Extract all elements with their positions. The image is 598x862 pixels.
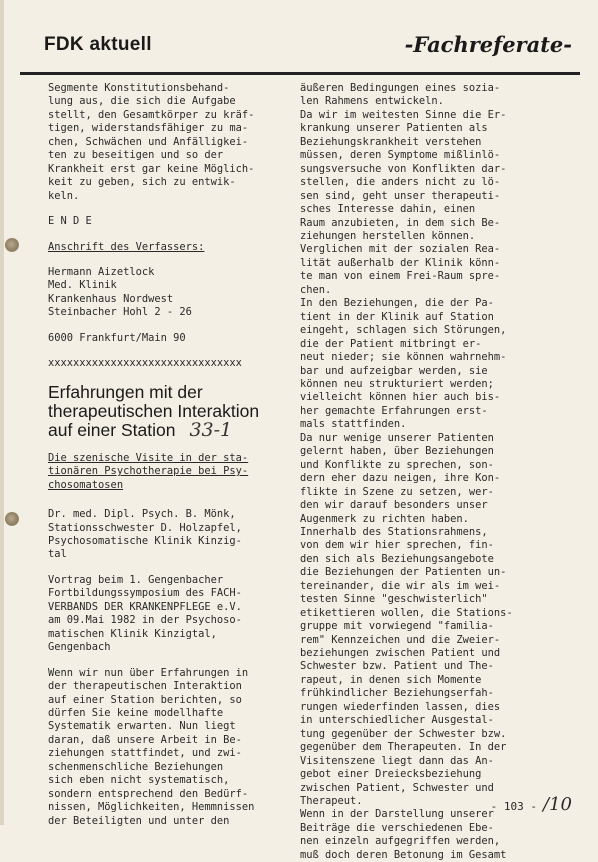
body-line: Beziehungskrankheit verstehen: [300, 135, 482, 148]
body-line: Innerhalb des Stationsrahmens,: [300, 525, 488, 538]
body-line: beziehungen zwischen Patient und: [300, 647, 501, 660]
body-line: Wenn wir nun über Erfahrungen in: [48, 666, 249, 679]
body-line: vielleicht können hier auch bis-: [300, 391, 501, 404]
body-line: Therapeut.: [300, 795, 363, 808]
body-line: äußeren Bedingungen eines sozia-: [300, 82, 501, 94]
body-line: len Rahmens entwickeln.: [300, 95, 444, 108]
body-line: rapeut, in denen sich Momente: [300, 673, 482, 686]
address-line: Med. Klinik: [48, 279, 117, 292]
text-line: Segmente Konstitutionsbehand-: [48, 82, 230, 94]
scan-edge: [0, 0, 4, 825]
body-line: muß doch deren Betonung im Gesamt: [300, 848, 507, 861]
body-line: krankung unserer Patienten als: [300, 122, 488, 135]
text-line: tigen, widerstandsfähiger zu ma-: [48, 122, 249, 135]
text-line: stellt, den Gesamtkörper zu kräf-: [48, 108, 255, 121]
lecture-note-line: matischen Klinik Kinzigtal,: [48, 627, 217, 640]
body-line: Raum anzubieten, in dem sich Be-: [300, 216, 501, 229]
body-line: sches Interesse dahin, einen: [300, 203, 476, 216]
author-line: Dr. med. Dipl. Psych. B. Mönk,: [48, 508, 236, 521]
body-line: der Beteiligten und unter den: [48, 814, 230, 827]
end-mark: E N D E: [48, 215, 92, 228]
text-line: ten zu beseitigen und so der: [48, 149, 224, 162]
body-line: gegenüber dem Therapeuten. In der: [300, 741, 507, 754]
address-city: 6000 Frankfurt/Main 90: [48, 331, 186, 344]
body-line: ziehungen herstellen können.: [300, 229, 476, 242]
body-line: daran, daß unsere Arbeit in Be-: [48, 733, 242, 746]
body-line: etikettieren wollen, die Stations-: [300, 606, 513, 619]
body-line: von dem wir hier sprechen, fin-: [300, 539, 494, 552]
body-line: Visitenszene liegt dann das An-: [300, 754, 494, 767]
article-title-line: Erfahrungen mit der: [48, 381, 203, 402]
body-line: den sich als Beziehungsangebote: [300, 552, 494, 565]
lecture-note-line: Fortbildungssymposium des FACH-: [48, 587, 242, 600]
body-line: der therapeutischen Interaktion: [48, 680, 242, 693]
body-line: mals stattfinden.: [300, 418, 407, 431]
section-title: -Fachreferate-: [404, 32, 572, 57]
address-line: Krankenhaus Nordwest: [48, 292, 174, 305]
subtitle-line: tionären Psychotherapie bei Psy-: [48, 465, 249, 478]
body-line: sich eben nicht systematisch,: [48, 774, 230, 787]
body-line: stellen, die anders nicht zu lö-: [300, 176, 501, 189]
body-line: sungsversuche von Konflikten dar-: [300, 162, 507, 175]
body-line: schenmenschliche Beziehungen: [48, 760, 224, 773]
article-title-text: auf einer Station: [48, 419, 176, 440]
punch-hole-middle: [5, 512, 19, 526]
body-line: testen Sinne "geschwisterlich": [300, 593, 488, 606]
body-line: Da nur wenige unserer Patienten: [300, 431, 494, 444]
article-title-line: [48, 418, 283, 441]
body-line: die Beziehungen der Patienten un-: [300, 566, 507, 579]
body-line: flikte in Szene zu setzen, wer-: [300, 485, 494, 498]
body-line: gruppe mit vorwiegend "familia-: [300, 620, 494, 633]
body-line: te man von einem Frei-Raum spre-: [300, 270, 501, 283]
body-line: Wenn in der Darstellung unserer: [300, 808, 494, 821]
magazine-title: FDK aktuell: [44, 34, 152, 55]
body-line: Schwester bzw. Patient und The-: [300, 660, 494, 673]
body-line: gebot einer Dreiecksbeziehung: [300, 768, 482, 781]
handwritten-page-number: /10: [543, 794, 572, 815]
body-line: chen.: [300, 283, 332, 296]
body-line: nen einzeln aufgegriffen werden,: [300, 835, 501, 848]
body-line: nissen, Möglichkeiten, Hemmnissen: [48, 801, 255, 814]
body-line: In den Beziehungen, die der Pa-: [300, 297, 494, 310]
author-line: Psychosomatische Klinik Kinzig-: [48, 534, 242, 547]
body-line: neut nieder; sie können wahrnehm-: [300, 351, 507, 364]
lecture-note-line: Vortrag beim 1. Gengenbacher: [48, 573, 224, 586]
body-line: sondern entsprechend den Bedürf-: [48, 787, 249, 800]
body-line: in unterschiedlicher Ausgestal-: [300, 714, 494, 727]
body-line: sen sind, geht unser therapeuti-: [300, 189, 501, 202]
lecture-note-line: VERBANDS DER KRANKENPFLEGE e.V.: [48, 600, 242, 613]
lecture-note-line: Gengenbach: [48, 641, 111, 654]
body-line: Augenmerk zu richten haben.: [300, 512, 469, 525]
text-line: keln.: [48, 189, 80, 202]
body-line: gelernt haben, über Beziehungen: [300, 445, 494, 458]
body-line: zwischen Patient, Schwester und: [300, 781, 494, 794]
subtitle-line: Die szenische Visite in der sta-: [48, 451, 249, 464]
handwritten-mark: 33-1: [189, 418, 233, 441]
text-line: chen, Schwächen und Anfälligkei-: [48, 135, 249, 148]
body-line: müssen, deren Symptome mißlinlö-: [300, 149, 501, 162]
body-line: rem" Kennzeichen und die Zweier-: [300, 633, 501, 646]
page-footer: [491, 794, 572, 815]
body-line: Systematik erwarten. Nun liegt: [48, 720, 236, 733]
body-line: die der Patient mitbringt er-: [300, 337, 482, 350]
author-address-heading: Anschrift des Verfassers:: [48, 240, 205, 253]
body-line: Da wir im weitesten Sinne die Er-: [300, 108, 507, 121]
body-line: her gemachte Erfahrungen erst-: [300, 404, 488, 417]
left-column: [48, 82, 283, 828]
subtitle-line: chosomatosen: [48, 478, 124, 491]
right-column: [300, 82, 578, 862]
page-number-label: - 103 -: [490, 800, 538, 813]
body-line: ziehungen stattfindet, und zwi-: [48, 747, 242, 760]
author-line: Stationsschwester D. Holzapfel,: [48, 521, 242, 534]
body-line: tung gegenüber der Schwester bzw.: [300, 727, 507, 740]
text-line: lung aus, die sich die Aufgabe: [48, 95, 236, 108]
body-line: lität außerhalb der Klinik könn-: [300, 256, 501, 269]
punch-hole-top: [5, 238, 19, 252]
article-title-line: therapeutischen Interaktion: [48, 400, 260, 421]
body-line: bar und aufzeigbar werden, sie: [300, 364, 488, 377]
author-line: tal: [48, 548, 67, 561]
body-line: frühkindlicher Beziehungserfah-: [300, 687, 494, 700]
header-rule: [20, 72, 580, 75]
body-line: dern eher dazu neigen, ihre Kon-: [300, 472, 501, 485]
lecture-note-line: am 09.Mai 1982 in der Psychoso-: [48, 614, 242, 627]
body-line: auf einer Station berichten, so: [48, 693, 242, 706]
body-line: tereinander, die wir als im wei-: [300, 579, 501, 592]
page-header: [20, 28, 580, 68]
text-line: keit zu geben, sich zu entwik-: [48, 176, 236, 189]
body-line: dürfen Sie keine modellhafte: [48, 706, 224, 719]
separator-line: xxxxxxxxxxxxxxxxxxxxxxxxxxxxxxx: [48, 357, 242, 370]
body-line: rungen wiederfinden lassen, dies: [300, 700, 501, 713]
body-line: Verglichen mit der sozialen Rea-: [300, 243, 501, 256]
text-line: Krankheit erst gar keine Möglich-: [48, 162, 255, 175]
body-line: und Konflikte zu sprechen, son-: [300, 458, 494, 471]
body-line: Beiträge die verschiedenen Ebe-: [300, 821, 494, 834]
address-line: Steinbacher Hohl 2 - 26: [48, 306, 192, 319]
body-line: eingeht, schlagen sich Störungen,: [300, 324, 507, 337]
body-line: den wir darauf besonders unser: [300, 499, 488, 512]
address-line: Hermann Aizetlock: [48, 265, 155, 278]
body-line: können neu strukturiert werden;: [300, 377, 494, 390]
body-line: tient in der Klinik auf Station: [300, 310, 494, 323]
